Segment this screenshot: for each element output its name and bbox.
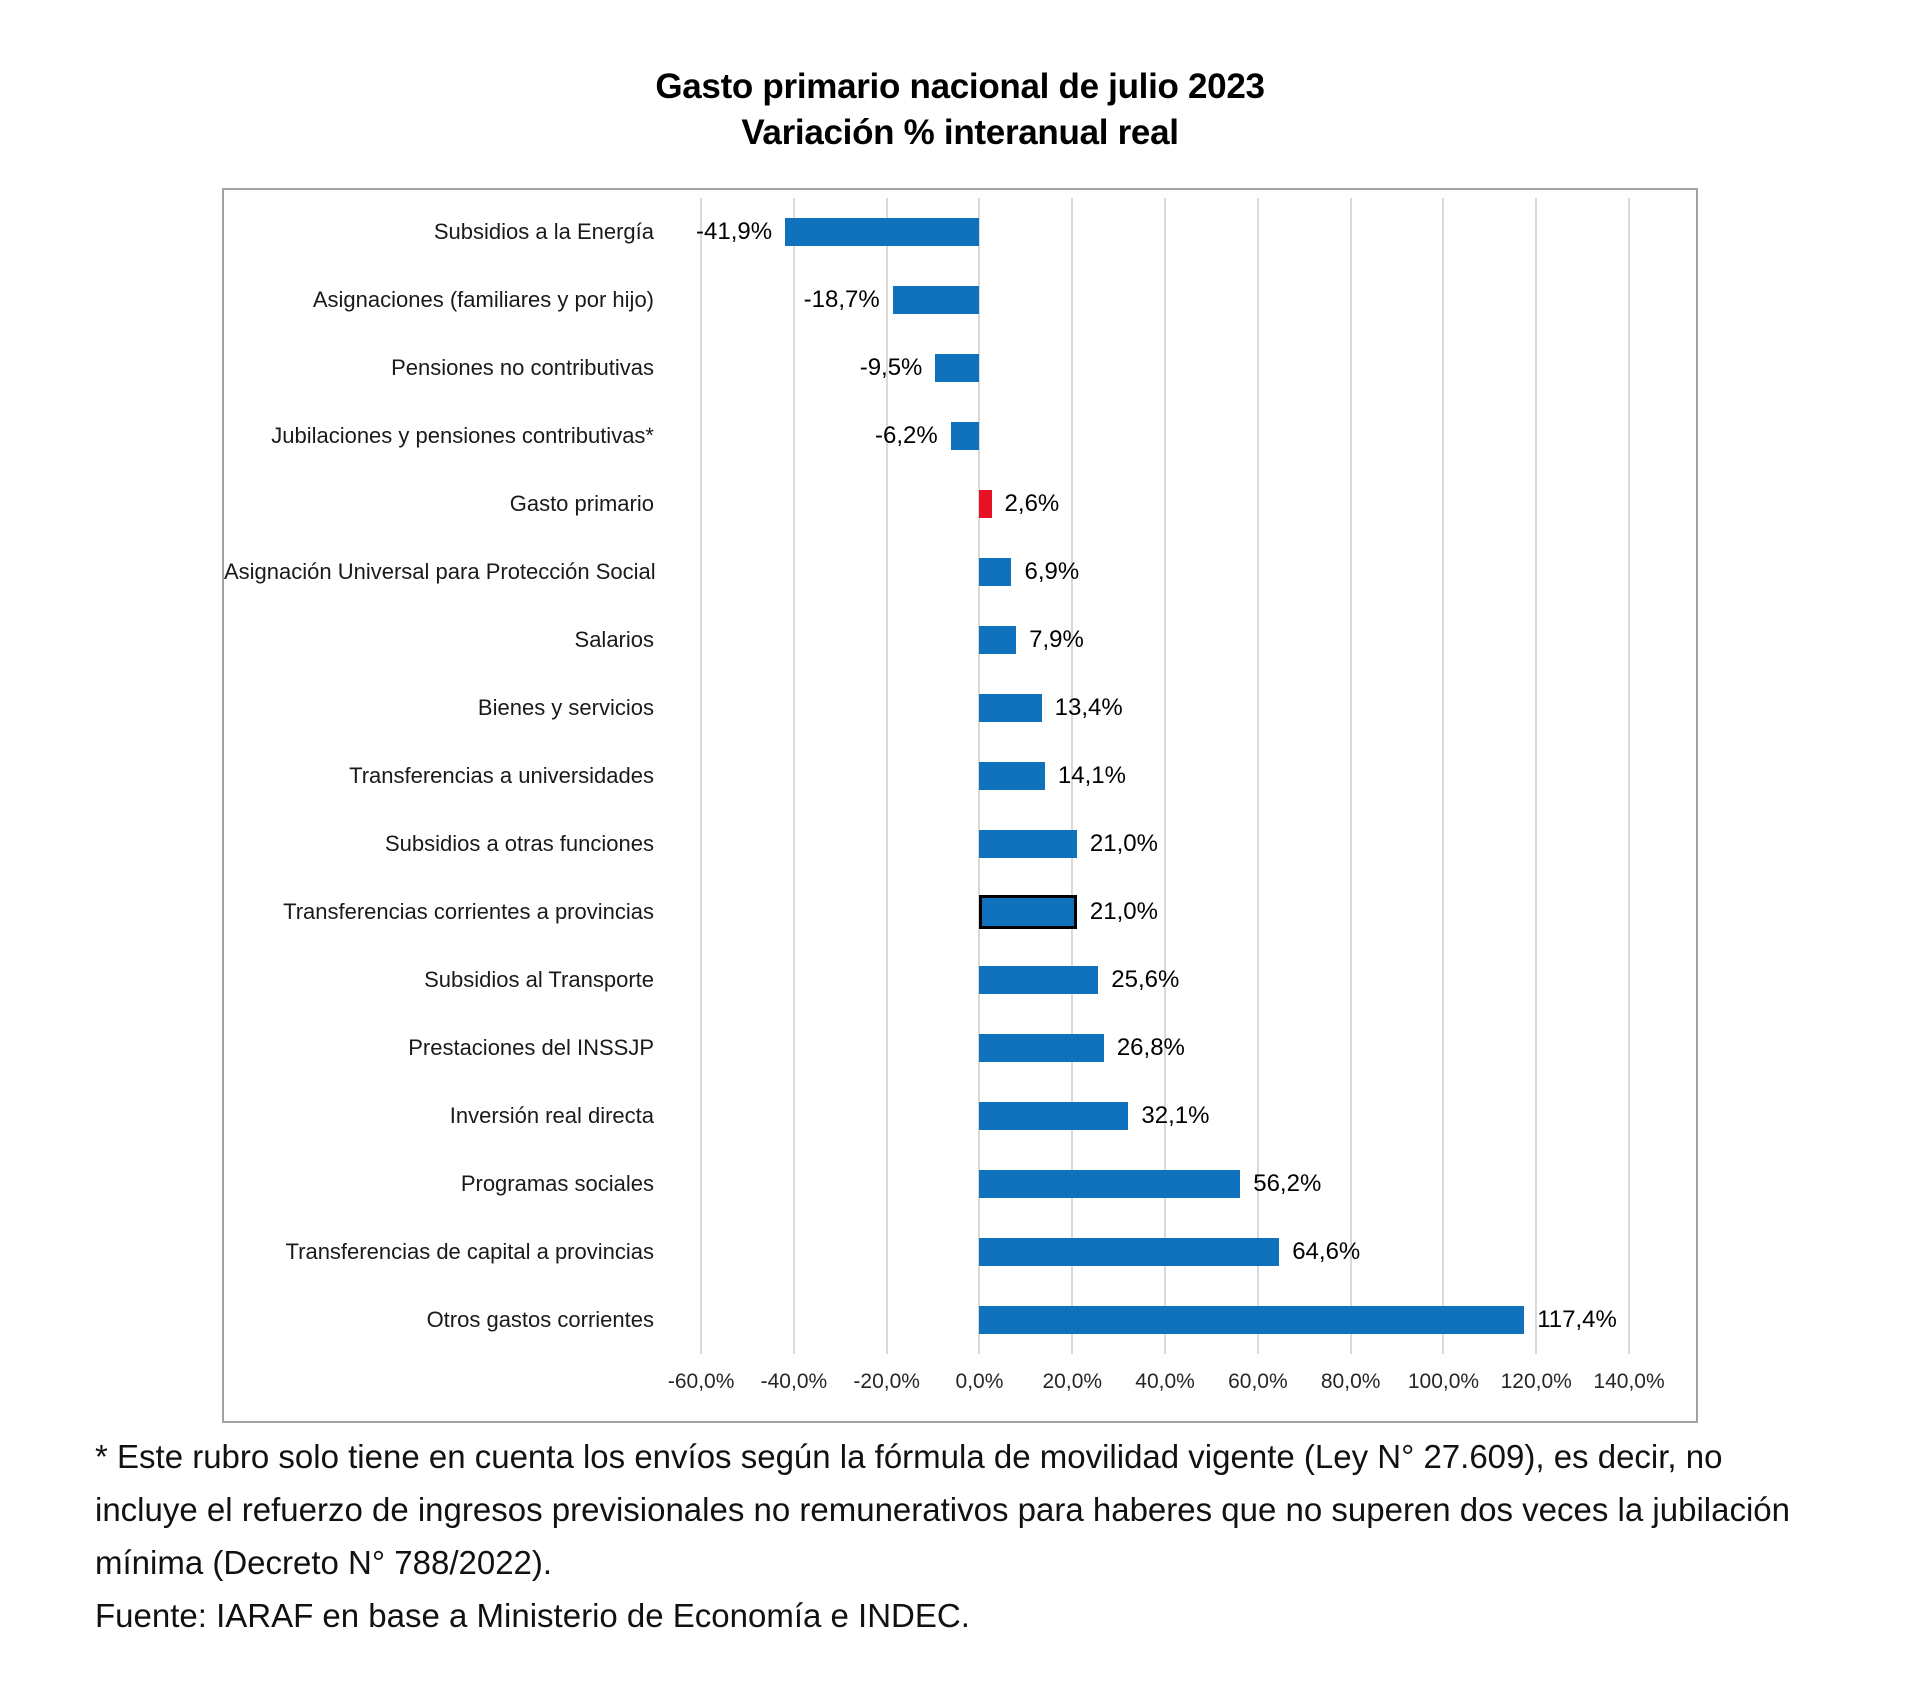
- plot-area: [224, 198, 1696, 1354]
- bar-row: [224, 538, 1696, 606]
- x-axis-tick-label: 100,0%: [1407, 1370, 1480, 1393]
- bar-row: [224, 810, 1696, 878]
- bar: [979, 1102, 1128, 1130]
- value-label: 26,8%: [1116, 1034, 1185, 1061]
- bar: [979, 626, 1016, 654]
- category-label: Prestaciones del INSSJP: [408, 1035, 654, 1060]
- x-axis-tick-label: 60,0%: [1228, 1370, 1288, 1393]
- category-label: Subsidios a la Energía: [433, 219, 654, 244]
- bar-row: [224, 1082, 1696, 1150]
- footnote: [95, 1430, 1895, 1642]
- bar-row: [224, 1286, 1696, 1354]
- value-label: 21,0%: [1089, 830, 1158, 857]
- bar: [979, 1238, 1279, 1266]
- bar-row: [224, 470, 1696, 538]
- bar-row: [224, 742, 1696, 810]
- chart-title-line1: Gasto primario nacional de julio 2023: [655, 67, 1265, 106]
- x-axis: [224, 1364, 1696, 1414]
- x-axis-tick-label: -40,0%: [760, 1370, 828, 1393]
- category-label: Transferencias corrientes a provincias: [283, 899, 654, 924]
- x-axis-tick-label: -20,0%: [853, 1370, 920, 1393]
- category-label: Jubilaciones y pensiones contributivas*: [271, 423, 654, 448]
- bar-row: [224, 606, 1696, 674]
- value-label: 13,4%: [1054, 694, 1123, 721]
- bar-row: [224, 878, 1696, 946]
- footnote-line: incluye el refuerzo de ingresos previsionales no remunerativos para haberes que no superen dos veces la jubilación: [95, 1491, 1791, 1528]
- value-label: -41,9%: [696, 218, 773, 245]
- value-label: 117,4%: [1537, 1306, 1617, 1333]
- category-label: Gasto primario: [509, 491, 654, 516]
- bar: [979, 694, 1041, 722]
- bar-row: [224, 402, 1696, 470]
- bar: [979, 558, 1011, 586]
- chart-area: [222, 188, 1698, 1423]
- value-label: 6,9%: [1024, 558, 1080, 585]
- category-label: Bienes y servicios: [477, 695, 654, 720]
- value-label: 64,6%: [1292, 1238, 1361, 1265]
- bar: [979, 830, 1076, 858]
- bar: [893, 286, 980, 314]
- footnote-line: mínima (Decreto N° 788/2022).: [95, 1544, 553, 1581]
- category-label: Subsidios a otras funciones: [384, 831, 654, 856]
- bar: [951, 422, 980, 450]
- value-label: -9,5%: [859, 354, 923, 381]
- value-label: 2,6%: [1004, 490, 1060, 517]
- bar-row: [224, 266, 1696, 334]
- bar: [979, 895, 1076, 929]
- value-label: 32,1%: [1141, 1102, 1210, 1129]
- category-label: Pensiones no contributivas: [391, 355, 654, 380]
- x-axis-tick-label: 80,0%: [1320, 1370, 1381, 1393]
- x-axis-tick-label: 120,0%: [1500, 1370, 1572, 1393]
- x-axis-tick-label: 40,0%: [1135, 1370, 1195, 1393]
- category-label: Inversión real directa: [449, 1103, 654, 1128]
- category-label: Subsidios al Transporte: [424, 967, 654, 992]
- value-label: -18,7%: [803, 286, 880, 313]
- bar-row: [224, 946, 1696, 1014]
- bar-row: [224, 1014, 1696, 1082]
- category-label: Otros gastos corrientes: [426, 1307, 654, 1332]
- bar: [979, 1170, 1240, 1198]
- value-label: 14,1%: [1057, 762, 1126, 789]
- category-label: Asignaciones (familiares y por hijo): [312, 287, 654, 312]
- value-label: 7,9%: [1029, 626, 1084, 653]
- source-line: Fuente: IARAF en base a Ministerio de Economía e INDEC.: [95, 1597, 970, 1634]
- value-label: -6,2%: [875, 422, 938, 449]
- bar: [935, 354, 979, 382]
- bar-row: [224, 198, 1696, 266]
- bar-row: [224, 334, 1696, 402]
- value-label: 56,2%: [1253, 1170, 1322, 1197]
- value-label: 21,0%: [1089, 898, 1158, 925]
- category-label: Asignación Universal para Protección Social: [224, 559, 656, 584]
- chart-title-line2: Variación % interanual real: [741, 113, 1179, 152]
- bar: [979, 1306, 1524, 1334]
- x-axis-tick-label: 0,0%: [955, 1370, 1004, 1393]
- bar-row: [224, 674, 1696, 742]
- bar: [979, 1034, 1103, 1062]
- category-label: Transferencias de capital a provincias: [285, 1239, 654, 1264]
- chart-title: [222, 64, 1698, 156]
- category-label: Salarios: [574, 627, 654, 652]
- bar-row: [224, 1150, 1696, 1218]
- bar: [979, 490, 991, 518]
- x-axis-tick-label: 20,0%: [1042, 1370, 1103, 1393]
- x-axis-tick-label: 140,0%: [1593, 1370, 1665, 1393]
- bar: [979, 966, 1098, 994]
- bar: [979, 762, 1044, 790]
- x-axis-tick-label: -60,0%: [667, 1370, 735, 1393]
- footnote-line: * Este rubro solo tiene en cuenta los envíos según la fórmula de movilidad vigente (Ley N° 27.609), es decir, no: [95, 1438, 1723, 1475]
- category-label: Programas sociales: [460, 1171, 654, 1196]
- bar-row: [224, 1218, 1696, 1286]
- category-label: Transferencias a universidades: [349, 763, 654, 788]
- value-label: 25,6%: [1111, 966, 1180, 993]
- bar: [785, 218, 979, 246]
